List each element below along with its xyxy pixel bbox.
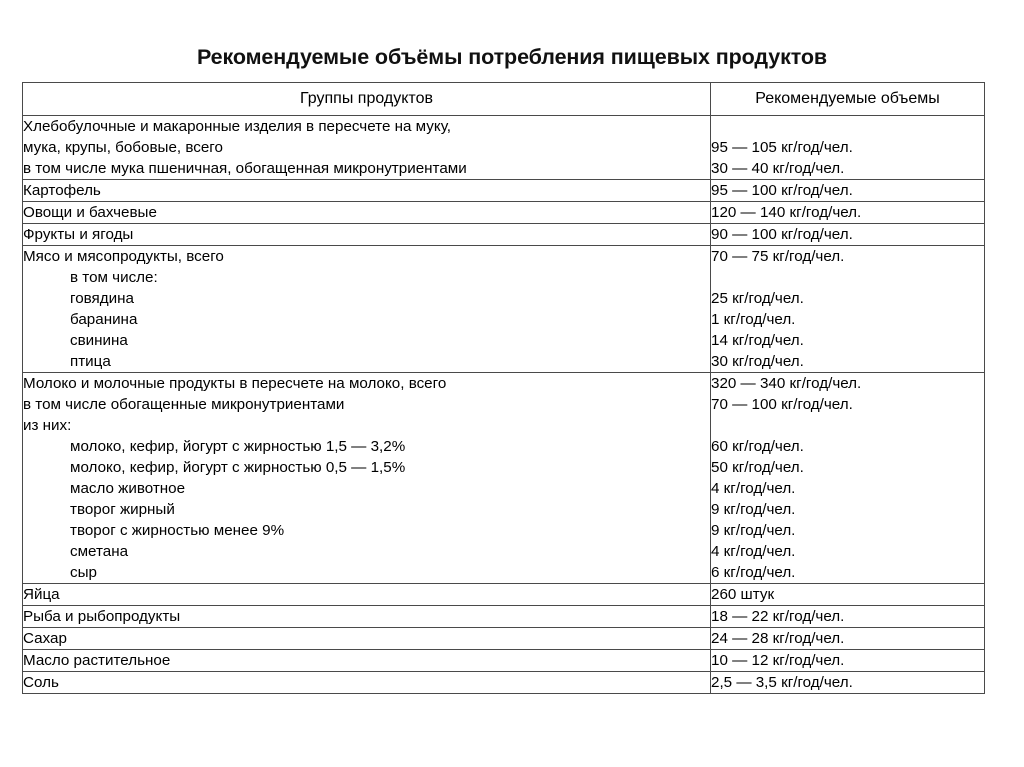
recommended-volume-line: 14 кг/год/чел.	[711, 332, 804, 349]
product-group-line: Рыба и рыбопродукты	[23, 608, 181, 625]
nutrition-recommendations-table	[22, 82, 985, 694]
product-group-line: говядина	[70, 290, 134, 307]
table-row	[23, 116, 985, 180]
table-row	[23, 202, 985, 224]
table-header	[23, 83, 985, 116]
product-group-line: творог с жирностью менее 9%	[70, 522, 285, 539]
cell-recommended-volume	[711, 373, 985, 584]
product-group-line: в том числе мука пшеничная, обогащенная микронутриентами	[23, 160, 467, 177]
cell-product-group	[23, 628, 711, 650]
table-row	[23, 373, 985, 584]
product-group-line: Яйца	[23, 586, 60, 603]
recommended-volume-line: 30 — 40 кг/год/чел.	[711, 160, 845, 177]
table-body	[23, 116, 985, 694]
table-row	[23, 584, 985, 606]
cell-recommended-volume	[711, 628, 985, 650]
cell-product-group	[23, 373, 711, 584]
product-group-line: молоко, кефир, йогурт с жирностью 1,5 — 3,2%	[70, 438, 406, 455]
product-group-line: молоко, кефир, йогурт с жирностью 0,5 — 1,5%	[70, 459, 406, 476]
product-group-line: птица	[70, 353, 111, 370]
cell-recommended-volume	[711, 116, 985, 180]
recommended-volume-line: 260 штук	[711, 586, 775, 603]
recommended-volume-line: 50 кг/год/чел.	[711, 459, 804, 476]
recommended-volume-line: 320 — 340 кг/год/чел.	[711, 375, 862, 392]
cell-product-group	[23, 606, 711, 628]
recommended-volume-line: 70 — 100 кг/год/чел.	[711, 396, 853, 413]
recommended-volume-line: 25 кг/год/чел.	[711, 290, 804, 307]
cell-product-group	[23, 584, 711, 606]
recommended-volume-line	[711, 116, 984, 137]
cell-product-group	[23, 180, 711, 202]
recommended-volume-line: 30 кг/год/чел.	[711, 353, 804, 370]
product-group-line: Мясо и мясопродукты, всего	[23, 248, 224, 265]
product-group-line: в том числе обогащенные микронутриентами	[23, 396, 345, 413]
cell-recommended-volume	[711, 650, 985, 672]
recommended-volume-line: 4 кг/год/чел.	[711, 480, 796, 497]
recommended-volume-line: 10 — 12 кг/год/чел.	[711, 652, 845, 669]
table-row	[23, 180, 985, 202]
recommended-volume-line	[711, 415, 984, 436]
recommended-volume-line	[711, 267, 984, 288]
product-group-line: творог жирный	[70, 501, 175, 518]
recommended-volume-line: 120 — 140 кг/год/чел.	[711, 204, 862, 221]
cell-product-group	[23, 202, 711, 224]
table-row	[23, 606, 985, 628]
cell-product-group	[23, 650, 711, 672]
cell-recommended-volume	[711, 180, 985, 202]
table-header-row	[23, 83, 985, 116]
recommended-volume-line: 70 — 75 кг/год/чел.	[711, 248, 845, 265]
table-row	[23, 224, 985, 246]
recommended-volume-line: 60 кг/год/чел.	[711, 438, 804, 455]
cell-recommended-volume	[711, 584, 985, 606]
product-group-line: Фрукты и ягоды	[23, 226, 134, 243]
recommended-volume-line: 90 — 100 кг/год/чел.	[711, 226, 853, 243]
product-group-line: в том числе:	[70, 269, 158, 286]
recommended-volume-line: 9 кг/год/чел.	[711, 501, 796, 518]
product-group-line: мука, крупы, бобовые, всего	[23, 139, 223, 156]
product-group-line: Овощи и бахчевые	[23, 204, 157, 221]
product-group-line: Хлебобулочные и макаронные изделия в пересчете на муку,	[23, 118, 451, 135]
column-header-recommended-volumes: Рекомендуемые объемы	[711, 83, 985, 116]
recommended-volume-line: 18 — 22 кг/год/чел.	[711, 608, 845, 625]
product-group-line: Сахар	[23, 630, 67, 647]
table-row	[23, 672, 985, 694]
table-row	[23, 628, 985, 650]
cell-recommended-volume	[711, 202, 985, 224]
product-group-line: из них:	[23, 417, 72, 434]
recommended-volume-line: 4 кг/год/чел.	[711, 543, 796, 560]
product-group-line: Соль	[23, 674, 59, 691]
cell-product-group	[23, 224, 711, 246]
product-group-line: свинина	[70, 332, 128, 349]
product-group-line: Масло растительное	[23, 652, 171, 669]
cell-product-group	[23, 672, 711, 694]
recommended-volume-line: 95 — 105 кг/год/чел.	[711, 139, 853, 156]
product-group-line: сметана	[70, 543, 129, 560]
product-group-line: Молоко и молочные продукты в пересчете на молоко, всего	[23, 375, 447, 392]
product-group-line: Картофель	[23, 182, 101, 199]
recommended-volume-line: 1 кг/год/чел.	[711, 311, 796, 328]
product-group-line: масло животное	[70, 480, 186, 497]
recommended-volume-line: 2,5 — 3,5 кг/год/чел.	[711, 674, 853, 691]
product-group-line: сыр	[70, 564, 97, 581]
cell-recommended-volume	[711, 224, 985, 246]
page-title: Рекомендуемые объёмы потребления пищевых продуктов	[196, 45, 828, 70]
recommended-volume-line: 95 — 100 кг/год/чел.	[711, 182, 853, 199]
table-row	[23, 246, 985, 373]
cell-recommended-volume	[711, 606, 985, 628]
recommended-volume-line: 6 кг/год/чел.	[711, 564, 796, 581]
column-header-product-groups: Группы продуктов	[23, 83, 711, 116]
cell-recommended-volume	[711, 672, 985, 694]
cell-product-group	[23, 246, 711, 373]
cell-recommended-volume	[711, 246, 985, 373]
table-row	[23, 650, 985, 672]
cell-product-group	[23, 116, 711, 180]
recommended-volume-line: 9 кг/год/чел.	[711, 522, 796, 539]
product-group-line: баранина	[70, 311, 138, 328]
recommended-volume-line: 24 — 28 кг/год/чел.	[711, 630, 845, 647]
